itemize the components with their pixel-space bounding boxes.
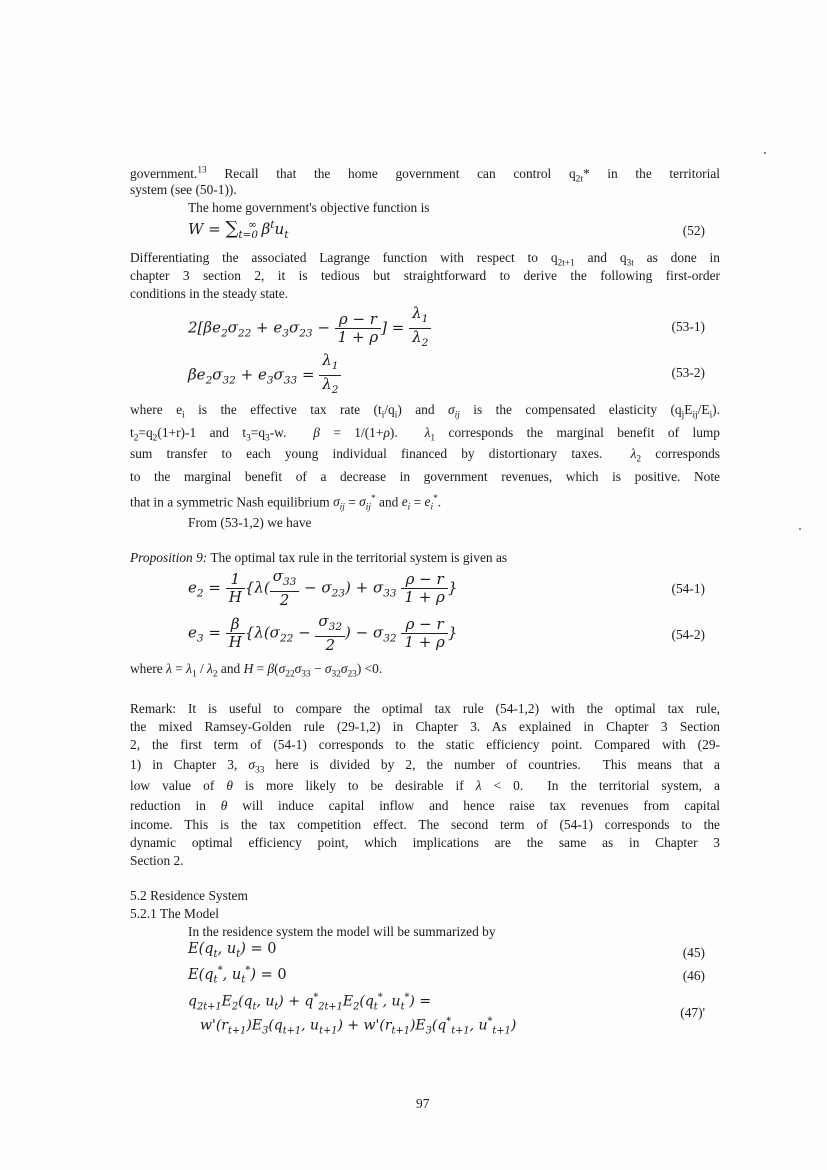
- equation-number: (54-1): [671, 581, 705, 596]
- equation-number: (47)': [680, 1005, 705, 1020]
- subsection-heading: 5.2.1 The Model: [130, 906, 220, 921]
- body-line: conditions in the steady state.: [130, 286, 289, 301]
- body-line: low value of θ is more likely to be desirable if λ < 0. In the territorial system, a: [130, 778, 720, 793]
- equation-53-2: $\beta e_2\sigma_{32} + e_3\sigma_{33}$ = $\frac{\lambda_1}{\lambda_2}$: [188, 352, 341, 399]
- body-line: Differentiating the associated Lagrange function with respect to $q_{2t+1}$ and $q_{3t}$ as done in: [130, 250, 720, 269]
- equation-number: (54-2): [671, 627, 705, 642]
- body-line: the mixed Ramsey-Golden rule (29-1,2) in Chapter 3. As explained in Chapter 3 Section: [130, 719, 720, 734]
- equation-47-line1: $q_{2t+1}E_2(q_t$, $u_t) + q^*_{2t+1}E_2(q_t^*$, $u_t^*$) =: [188, 992, 432, 1013]
- body-line: 1) in Chapter 3, $\sigma_{33}$ here is divided by 2, the number of countries. This means that a: [130, 757, 720, 776]
- body-line: where $\lambda = \lambda_1 / \lambda_2$ and $H = \beta(\sigma_{22}\sigma_{33} - \sigma_{32}\sigma_{23}) <0$.: [130, 661, 383, 680]
- equation-number: (52): [682, 223, 705, 238]
- proposition-text: The optimal tax rule in the territorial system is given as: [207, 550, 508, 565]
- body-line: $t_2=q_2(1+r)-1$ and $t_3=q_3-w$. β = 1/(1+ρ). $\lambda_1$ corresponds the marginal benefit of lump: [130, 425, 720, 444]
- body-line: From (53-1,2) we have: [188, 515, 312, 530]
- scan-speck: [764, 152, 766, 154]
- body-line: to the marginal benefit of a decrease in government revenues, which is positive. Note: [130, 469, 720, 484]
- body-line: system (see (50-1)).: [130, 182, 237, 197]
- body-line: Section 2.: [130, 853, 184, 868]
- body-line: that in a symmetric Nash equilibrium $\sigma_{ij} = \sigma_{ij}^*$ and $e_i = e_i^*$.: [130, 494, 442, 514]
- section-heading: 5.2 Residence System: [130, 888, 248, 903]
- body-line: In the residence system the model will be summarized by: [188, 924, 496, 939]
- proposition-label: Proposition 9:: [130, 550, 208, 565]
- equation-52: $W = \sum_{t=0}^\infty$ $\beta^tu_t$: [188, 218, 289, 241]
- equation-number: (53-2): [671, 365, 705, 380]
- equation-47-line2: $w'(r_{t+1})E_3(q_{t+1}$, $u_{t+1}) + w'(r_{t+1})E_3(q^*_{t+1}$, $u^*_{t+1}$): [200, 1016, 517, 1037]
- equation-45: $E(q_t$, $u_t) = 0$: [188, 941, 277, 960]
- equation-46: $E(q_t^*$, $u_t^*) = 0$: [188, 965, 287, 986]
- proposition-heading: [130, 549, 507, 567]
- equation-number: (45): [682, 945, 705, 960]
- body-line: The home government's objective function is: [188, 200, 430, 215]
- body-line: dynamic optimal efficiency point, which implications are the same as in Chapter 3: [130, 835, 720, 850]
- body-line: chapter 3 section 2, it is tedious but straightforward to derive the following first-order: [130, 268, 720, 283]
- equation-53-1: $2[\beta e_2\sigma_{22} + e_3\sigma_{23}$ − $\frac{\rho - r}{1 + \rho}$ ] = $\frac{\lambda_1}{\lambda_2}$: [188, 305, 431, 352]
- equation-54-1: $e_2$ = $\frac{1}{H}$ {λ( $\frac{\sigma_{33}}{2}$ − $\sigma_{23}) + \sigma_{33}$ $\frac{\rho - r}{1 + \rho}$ }: [188, 567, 458, 609]
- body-line: government.$^{13}$ Recall that the home government can control $q_{2t}*$ in the territorial: [130, 166, 720, 186]
- body-line: reduction in θ will induce capital inflow and hence raise tax revenues from capital: [130, 798, 720, 813]
- equation-number: (53-1): [671, 319, 705, 334]
- equation-54-2: $e_3$ = $\frac{\beta}{H}$ {$\lambda(\sigma_{22}$ − $\frac{\sigma_{32}}{2}$ ) − $\sigma_{32}$ $\frac{\rho - r}{1 + \rho}$ }: [188, 612, 458, 654]
- equation-number: (46): [682, 968, 705, 983]
- body-line: where $e_i$ is the effective tax rate $(t_i/q_i)$ and $\sigma_{ij}$ is the compensated elasticity $(q_jE_{ij}/E_i)$.: [130, 402, 720, 421]
- body-line: sum transfer to each young individual financed by distortionary taxes. $\lambda_2$ corresponds: [130, 446, 720, 465]
- body-line: Remark: It is useful to compare the optimal tax rule (54-1,2) with the optimal tax rule,: [130, 701, 720, 716]
- body-line: income. This is the tax competition effect. The second term of (54-1) corresponds to the: [130, 817, 720, 832]
- body-line: 2, the first term of (54-1) corresponds to the static efficiency point. Compared with (29-: [130, 737, 720, 752]
- page-number: 97: [416, 1096, 430, 1111]
- scan-speck: [799, 528, 801, 530]
